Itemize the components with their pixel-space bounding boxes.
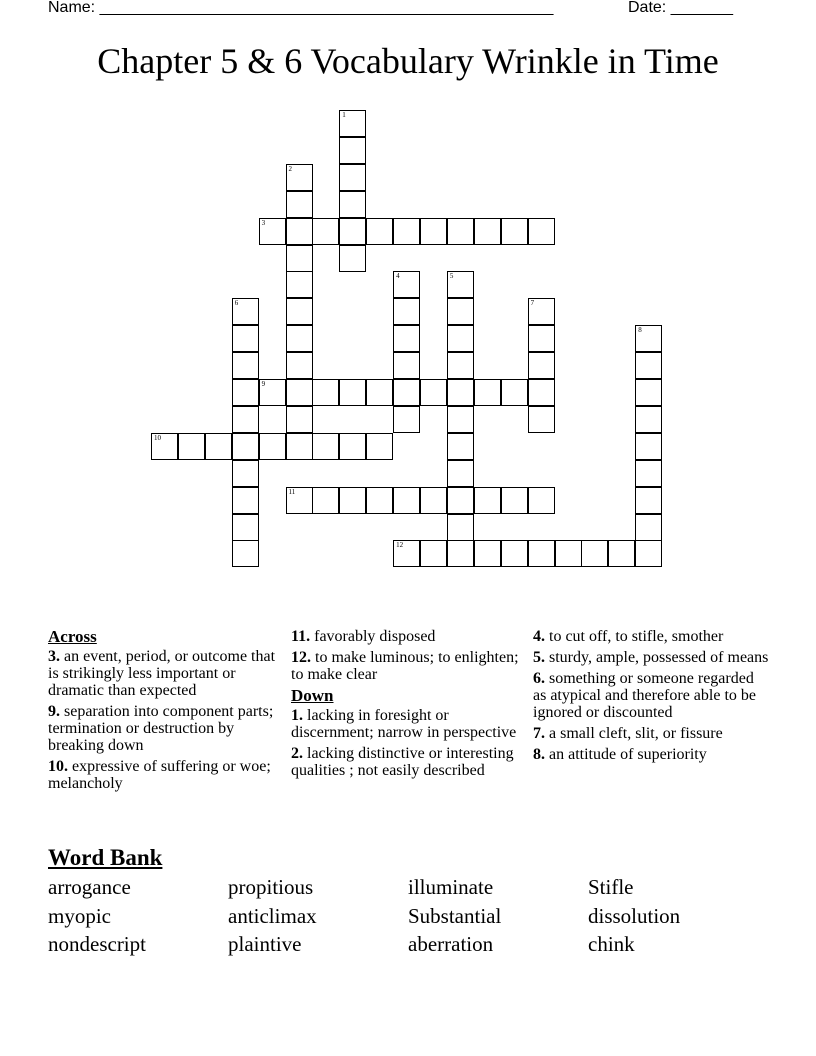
date-field-label: Date: _______: [628, 0, 733, 16]
crossword-cell[interactable]: [528, 325, 555, 352]
clue-number-label: 1: [342, 111, 346, 119]
clue-down-1: [291, 707, 519, 741]
crossword-cell[interactable]: [528, 218, 555, 245]
clue-across-12: [291, 649, 519, 683]
name-field-label: Name: ___________________________________________________: [48, 0, 554, 16]
crossword-cell[interactable]: [232, 406, 259, 433]
clue-across-10: [48, 758, 276, 792]
crossword-cell[interactable]: [232, 514, 259, 541]
crossword-cell[interactable]: [259, 433, 286, 460]
crossword-cell[interactable]: [366, 218, 393, 245]
crossword-cell[interactable]: [447, 433, 474, 460]
crossword-cell[interactable]: [339, 218, 366, 245]
crossword-cell[interactable]: [232, 298, 259, 325]
crossword-cell[interactable]: [393, 218, 420, 245]
crossword-cell[interactable]: [393, 298, 420, 325]
crossword-cell[interactable]: [635, 540, 662, 567]
clue-down-2: [291, 745, 519, 779]
clue-text: an event, period, or outcome that is strikingly less important or dramatic than expected: [48, 648, 276, 699]
clue-number: 3.: [48, 648, 60, 665]
clues-column-3: [533, 628, 769, 767]
crossword-cell[interactable]: [635, 406, 662, 433]
clue-number: 2.: [291, 745, 303, 762]
crossword-cell[interactable]: [528, 487, 555, 514]
clue-number: 1.: [291, 707, 303, 724]
clue-number-label: 2: [288, 164, 292, 173]
crossword-cell[interactable]: [232, 325, 259, 352]
crossword-cell[interactable]: [581, 540, 608, 567]
word-bank-item: chink: [588, 932, 635, 956]
crossword-cell[interactable]: [635, 433, 662, 460]
crossword-cell[interactable]: [447, 352, 474, 379]
clue-across-11: [291, 628, 519, 645]
clue-number: 12.: [291, 649, 311, 666]
crossword-cell[interactable]: [393, 540, 420, 567]
clue-text: separation into component parts; termination or destruction by breaking down: [48, 703, 274, 754]
crossword-cell[interactable]: [232, 487, 259, 514]
crossword-cell[interactable]: [312, 379, 339, 406]
crossword-cell[interactable]: [151, 433, 178, 460]
crossword-cell[interactable]: [286, 352, 313, 379]
crossword-cell[interactable]: [366, 379, 393, 406]
crossword-cell[interactable]: [635, 487, 662, 514]
crossword-cell[interactable]: [232, 460, 259, 487]
clue-number: 11.: [291, 628, 311, 645]
crossword-cell[interactable]: [528, 298, 555, 325]
word-bank-item: illuminate: [408, 875, 494, 899]
crossword-cell[interactable]: [339, 487, 366, 514]
clue-down-6: [533, 670, 769, 721]
crossword-cell[interactable]: [447, 298, 474, 325]
clue-text: sturdy, ample, possessed of means: [549, 649, 769, 666]
crossword-cell[interactable]: [286, 487, 313, 514]
crossword-cell[interactable]: [339, 379, 366, 406]
crossword-cell[interactable]: [286, 379, 313, 406]
clue-number-label: 4: [396, 272, 400, 281]
crossword-cell[interactable]: [420, 540, 447, 567]
clue-number-label: 5: [449, 272, 454, 281]
crossword-cell[interactable]: [501, 540, 528, 567]
clue-number: 5.: [533, 649, 545, 666]
word-bank-row: [48, 903, 768, 932]
crossword-cell[interactable]: [232, 540, 259, 567]
word-bank: [48, 874, 768, 960]
crossword-cell[interactable]: [286, 406, 313, 433]
crossword-cell[interactable]: [286, 218, 313, 245]
crossword-cell[interactable]: [339, 191, 366, 218]
crossword-cell[interactable]: [447, 406, 474, 433]
crossword-cell[interactable]: [286, 271, 313, 298]
crossword-cell[interactable]: [205, 433, 232, 460]
crossword-cell[interactable]: [232, 352, 259, 379]
clues-column-1: [48, 628, 276, 796]
clue-text: expressive of suffering or woe; melancholy: [48, 758, 271, 792]
crossword-cell[interactable]: [286, 164, 313, 191]
crossword-cell[interactable]: [474, 379, 501, 406]
clue-number: 10.: [48, 758, 68, 775]
word-bank-item: plaintive: [228, 932, 302, 956]
clue-number: 8.: [533, 746, 545, 763]
crossword-cell[interactable]: [635, 352, 662, 379]
crossword-cell[interactable]: [339, 245, 366, 272]
clues-column-2: [291, 628, 519, 783]
crossword-cell[interactable]: [447, 514, 474, 541]
down-heading: Down: [291, 686, 334, 705]
crossword-cell[interactable]: [501, 379, 528, 406]
across-heading: Across: [48, 627, 97, 646]
crossword-cell[interactable]: [528, 352, 555, 379]
crossword-cell[interactable]: [286, 298, 313, 325]
clue-number: 6.: [533, 670, 545, 687]
clue-text: a small cleft, slit, or fissure: [549, 725, 723, 742]
crossword-cell[interactable]: [420, 487, 447, 514]
crossword-cell[interactable]: [312, 433, 339, 460]
crossword-cell[interactable]: [312, 218, 339, 245]
clue-text: an attitude of superiority: [549, 746, 707, 763]
clue-text: lacking distinctive or interesting qualities ; not easily described: [291, 745, 514, 779]
clue-down-7: [533, 725, 769, 742]
word-bank-item: aberration: [408, 932, 494, 956]
word-bank-row: [48, 874, 768, 903]
clue-number-label: 12: [396, 541, 404, 550]
crossword-cell[interactable]: [447, 487, 474, 514]
crossword-cell[interactable]: [635, 514, 662, 541]
clue-across-9: [48, 703, 276, 754]
crossword-cell[interactable]: [339, 433, 366, 460]
crossword-cell[interactable]: [420, 218, 447, 245]
clue-number-label: 3: [261, 218, 266, 227]
crossword-cell[interactable]: [528, 540, 555, 567]
crossword-cell[interactable]: [528, 379, 555, 406]
crossword-cell[interactable]: [393, 487, 420, 514]
crossword-cell[interactable]: [608, 540, 635, 567]
crossword-cell[interactable]: [259, 379, 286, 406]
crossword-cell[interactable]: [178, 433, 205, 460]
clue-number-label: 11: [288, 487, 296, 496]
crossword-cell[interactable]: [232, 433, 259, 460]
crossword-cell[interactable]: [528, 406, 555, 433]
clue-text: favorably disposed: [314, 628, 436, 645]
crossword-cell[interactable]: [447, 540, 474, 567]
crossword-cell[interactable]: [447, 379, 474, 406]
clue-number: 9.: [48, 703, 60, 720]
crossword-cell[interactable]: [393, 271, 420, 298]
clue-number-label: 10: [154, 433, 161, 442]
clue-text: to cut off, to stifle, smother: [549, 628, 724, 645]
clue-text: something or someone regarded as atypical and therefore able to be ignored or discounted: [533, 670, 756, 721]
crossword-cell[interactable]: [339, 110, 366, 137]
crossword-cell[interactable]: [447, 460, 474, 487]
word-bank-item: dissolution: [588, 903, 681, 928]
crossword-cell[interactable]: [366, 487, 393, 514]
clue-text: lacking in foresight or discernment; narrow in perspective: [291, 707, 517, 741]
crossword-cell[interactable]: [447, 325, 474, 352]
crossword-cell[interactable]: [635, 379, 662, 406]
clue-number-label: 8: [638, 326, 642, 335]
crossword-cell[interactable]: [366, 433, 393, 460]
crossword-cell[interactable]: [555, 540, 582, 567]
word-bank-item: propitious: [228, 875, 314, 899]
word-bank-item: arrogance: [48, 875, 131, 899]
crossword-cell[interactable]: [393, 325, 420, 352]
crossword-cell[interactable]: [447, 218, 474, 245]
word-bank-item: anticlimax: [228, 903, 317, 928]
clue-down-5: [533, 649, 769, 666]
crossword-cell[interactable]: [312, 487, 339, 514]
crossword-cell[interactable]: [393, 352, 420, 379]
word-bank-row: [48, 931, 768, 960]
crossword-cell[interactable]: [339, 164, 366, 191]
page-title: Chapter 5 & 6 Vocabulary Wrinkle in Time: [97, 41, 719, 81]
crossword-cell[interactable]: [393, 406, 420, 433]
clue-down-8: [533, 746, 769, 763]
clue-across-3: [48, 648, 276, 699]
word-bank-item: Stifle: [588, 875, 634, 899]
crossword-cell[interactable]: [501, 218, 528, 245]
clue-text: to make luminous; to enlighten; to make clear: [291, 649, 519, 683]
crossword-cell[interactable]: [339, 137, 366, 164]
word-bank-item: Substantial: [408, 903, 502, 928]
word-bank-item: nondescript: [48, 932, 146, 956]
crossword-cell[interactable]: [420, 379, 447, 406]
crossword-cell[interactable]: [474, 487, 501, 514]
crossword-cell[interactable]: [635, 325, 662, 352]
clue-number-label: 7: [530, 299, 535, 308]
word-bank-heading: Word Bank: [48, 845, 163, 870]
crossword-cell[interactable]: [286, 245, 313, 272]
crossword-cell[interactable]: [447, 271, 474, 298]
crossword-cell[interactable]: [501, 487, 528, 514]
crossword-cell[interactable]: [286, 191, 313, 218]
crossword-cell[interactable]: [232, 379, 259, 406]
clue-number-label: 6: [234, 299, 239, 308]
crossword-cell[interactable]: [286, 433, 313, 460]
crossword-cell[interactable]: [286, 325, 313, 352]
crossword-cell[interactable]: [474, 540, 501, 567]
clue-number: 4.: [533, 628, 545, 645]
clue-down-4: [533, 628, 769, 645]
clue-number: 7.: [533, 725, 545, 742]
crossword-cell[interactable]: [393, 379, 420, 406]
word-bank-item: myopic: [48, 903, 111, 928]
crossword-cell[interactable]: [635, 460, 662, 487]
crossword-cell[interactable]: [259, 218, 286, 245]
clue-number-label: 9: [261, 380, 266, 388]
crossword-cell[interactable]: [474, 218, 501, 245]
